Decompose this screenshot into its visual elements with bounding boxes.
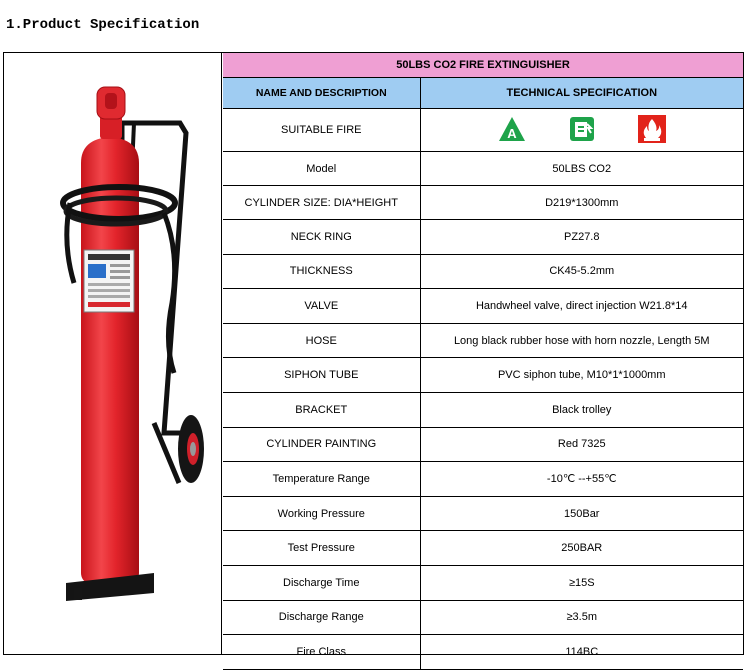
row-value: PZ27.8 bbox=[420, 220, 743, 255]
row-value: 250BAR bbox=[420, 531, 743, 566]
row-label: Temperature Range bbox=[223, 462, 420, 497]
row-value: 150Bar bbox=[420, 496, 743, 531]
table-row bbox=[223, 289, 743, 324]
table-row bbox=[223, 635, 743, 670]
flammable-fire-icon bbox=[634, 111, 670, 147]
table-row bbox=[223, 392, 743, 427]
row-value: Handwheel valve, direct injection W21.8*14 bbox=[420, 289, 743, 324]
row-label: THICKNESS bbox=[223, 254, 420, 289]
table-row bbox=[223, 600, 743, 635]
table-row bbox=[223, 496, 743, 531]
row-label: Model bbox=[223, 152, 420, 186]
table-row bbox=[223, 220, 743, 255]
row-label: SUITABLE FIRE bbox=[223, 109, 420, 152]
row-value: D219*1300mm bbox=[420, 186, 743, 220]
row-label: VALVE bbox=[223, 289, 420, 324]
table-title-row bbox=[223, 53, 743, 78]
table-row bbox=[223, 254, 743, 289]
table-header-row bbox=[223, 78, 743, 109]
table-row bbox=[223, 152, 743, 186]
row-label: BRACKET bbox=[223, 392, 420, 427]
row-value: 50LBS CO2 bbox=[420, 152, 743, 186]
co2-fire-extinguisher-trolley-image bbox=[4, 53, 221, 654]
table-title: 50LBS CO2 FIRE EXTINGUISHER bbox=[223, 53, 743, 78]
section-heading: 1.Product Specification bbox=[6, 17, 200, 33]
row-value: 114BC bbox=[420, 635, 743, 670]
row-value: Red 7325 bbox=[420, 427, 743, 462]
row-label: Working Pressure bbox=[223, 496, 420, 531]
row-label: NECK RING bbox=[223, 220, 420, 255]
row-value: ≥15S bbox=[420, 565, 743, 600]
row-value: CK45-5.2mm bbox=[420, 254, 743, 289]
spec-table-frame bbox=[3, 52, 744, 658]
row-label: Discharge Time bbox=[223, 565, 420, 600]
table-row bbox=[223, 462, 743, 497]
row-value: PVC siphon tube, M10*1*1000mm bbox=[420, 358, 743, 393]
table-row bbox=[223, 186, 743, 220]
class-a-fire-icon bbox=[494, 111, 530, 147]
row-label: CYLINDER SIZE: DIA*HEIGHT bbox=[223, 186, 420, 220]
row-value: -10℃ --+55℃ bbox=[420, 462, 743, 497]
row-value: ≥3.5m bbox=[420, 600, 743, 635]
table-row bbox=[223, 565, 743, 600]
column-header-name: NAME AND DESCRIPTION bbox=[223, 78, 420, 109]
table-row-suitable-fire bbox=[223, 109, 743, 152]
specification-table bbox=[223, 53, 743, 670]
row-label: Test Pressure bbox=[223, 531, 420, 566]
row-label: Discharge Range bbox=[223, 600, 420, 635]
row-label: HOSE bbox=[223, 323, 420, 358]
column-header-spec: TECHNICAL SPECIFICATION bbox=[420, 78, 743, 109]
table-row bbox=[223, 531, 743, 566]
suitable-fire-icons-cell bbox=[420, 109, 743, 152]
svg-text:A: A bbox=[507, 125, 517, 141]
product-image-cell bbox=[4, 53, 222, 654]
table-row bbox=[223, 427, 743, 462]
table-row bbox=[223, 323, 743, 358]
row-label: SIPHON TUBE bbox=[223, 358, 420, 393]
row-label: CYLINDER PAINTING bbox=[223, 427, 420, 462]
electrical-fire-icon bbox=[564, 111, 600, 147]
row-value: Black trolley bbox=[420, 392, 743, 427]
table-row bbox=[223, 358, 743, 393]
row-value: Long black rubber hose with horn nozzle, Length 5M bbox=[420, 323, 743, 358]
row-label: Fire Class bbox=[223, 635, 420, 670]
